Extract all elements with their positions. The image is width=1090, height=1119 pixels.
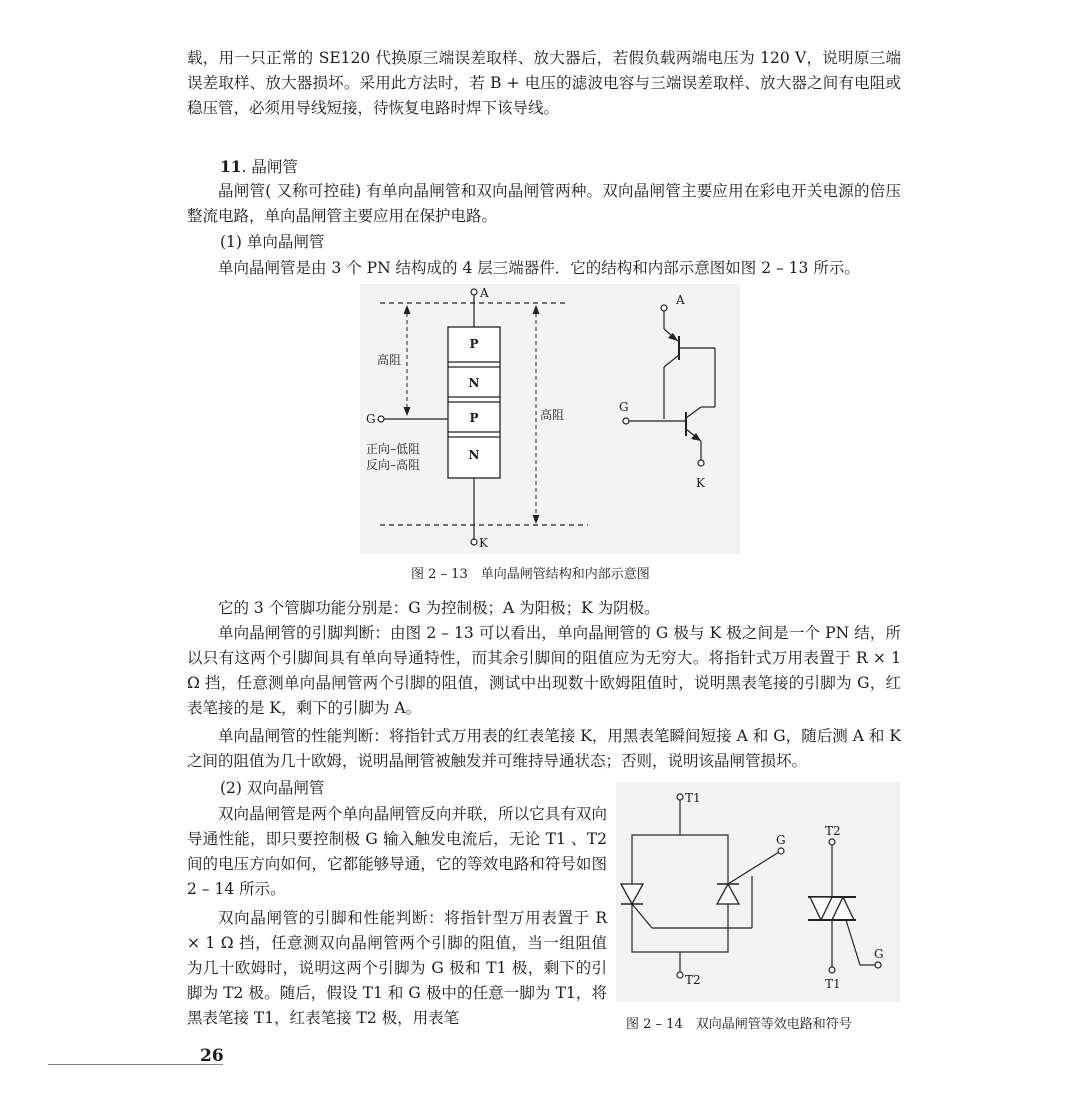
note-reverse: 反向–高阻 (366, 458, 421, 472)
section-paragraph: 晶闸管( 又称可控硅) 有单向晶闸管和双向晶闸管两种。双向晶闸管主要应用在彩电开关电源的倍压整流电路，单向晶闸管主要应用在保护电路。 (187, 182, 901, 225)
subsection-2-heading: (2) 双向晶闸管 (220, 779, 325, 797)
section-heading (220, 154, 298, 180)
layer-n2: N (468, 448, 480, 462)
eq-label-t1: T1 (685, 791, 701, 805)
figure-2-14-background (616, 782, 900, 1002)
terminal-k-circle (698, 460, 704, 466)
note-forward: 正向–低阻 (366, 442, 421, 456)
figure-2-14 (616, 782, 900, 1002)
label-g: G (366, 412, 376, 426)
terminal-a-circle (661, 305, 667, 311)
bidirectional-paragraph-2: 双向晶闸管的引脚和性能判断：将指针型万用表置于 R × 1 Ω 挡，任意测双向晶闸管两个引脚的阻值，当一组阻值为几十欧姆时，说明这两个引脚为 G 极和 T1 极，剩下的引脚为 T2 极。随后，假设 T1 和 G 极中的任意一脚为 T1，将黑表笔接 T1，红表笔接 T2 极，用表笔 (187, 909, 607, 1027)
symbol-label-k: K (696, 476, 705, 490)
label-k: K (479, 536, 488, 550)
layer-p2: P (469, 411, 479, 425)
eq-label-t2: T2 (685, 973, 701, 987)
label-high-res-left: 高阻 (377, 353, 402, 367)
bidirectional-paragraph-1: 双向晶闸管是两个单向晶闸管反向并联，所以它具有双向导通性能，即只要控制极 G 输入触发电流后，无论 T1 、T2 间的电压方向如何，它都能够导通，它的等效电路和符号如图 2 – 14 所示。 (187, 805, 607, 898)
section-title: . 晶闸管 (241, 158, 298, 176)
intro-paragraph: 载，用一只正常的 SE120 代换原三端误差取样、放大器后，若假负载两端电压为 120 V，说明原三端误差取样、放大器损坏。采用此方法时，若 B + 电压的滤波电容与三端误差取样、放大器之间有电阻或稳压管，必须用导线短接，待恢复电路时焊下该导线。 (187, 49, 901, 117)
label-high-res-right: 高阻 (540, 408, 565, 422)
sym-label-t2: T2 (825, 824, 841, 838)
page-number: 26 (200, 1046, 224, 1066)
sym-label-t1: T1 (825, 977, 841, 991)
pin-judgment-paragraph: 单向晶闸管的引脚判断：由图 2 – 13 可以看出，单向晶闸管的 G 极与 K 极之间是一个 PN 结，所以只有这两个引脚间具有单向导通特性，而其余引脚间的阻值应为无穷大。将指针式万用表置于 R × 1 Ω 挡，任意测单向晶闸管两个引脚的阻值，测试中出现数十欧姆阻值时，说明黑表笔接的引脚为 G，红表笔接的是 K，剩下的引脚为 A。 (187, 624, 901, 717)
figure-2-13-caption: 图 2 – 13 单向晶闸管结构和内部示意图 (411, 567, 650, 582)
layer-p1: P (469, 337, 479, 351)
section-number: 11 (220, 157, 242, 176)
terminal-g-circle (875, 962, 881, 968)
figure-2-13 (360, 284, 740, 554)
terminal-t2-circle (677, 972, 683, 978)
symbol-label-a: A (676, 293, 685, 307)
eq-label-g: G (776, 833, 786, 847)
terminal-g-circle (778, 848, 784, 854)
symbol-label-g: G (619, 400, 629, 414)
pins-paragraph: 它的 3 个管脚功能分别是：G 为控制极；A 为阳极；K 为阴极。 (218, 599, 660, 617)
performance-paragraph: 单向晶闸管的性能判断：将指针式万用表的红表笔接 K，用黑表笔瞬间短接 A 和 G，随后测 A 和 K 之间的阻值为几十欧姆，说明晶闸管被触发并可维持导通状态；否则，说明该晶闸管损坏。 (187, 727, 901, 770)
label-a: A (480, 286, 489, 300)
layer-n1: N (468, 376, 480, 390)
terminal-k-circle (471, 539, 477, 545)
subsection-1-paragraph: 单向晶闸管是由 3 个 PN 结构成的 4 层三端器件．它的结构和内部示意图如图 2 – 13 所示。 (218, 259, 860, 277)
terminal-g-circle (378, 416, 384, 422)
subsection-1-heading: (1) 单向晶闸管 (220, 233, 325, 251)
terminal-t1-circle (829, 967, 835, 973)
sym-label-g: G (874, 947, 884, 961)
terminal-t2-circle (829, 839, 835, 845)
terminal-t1-circle (677, 794, 683, 800)
terminal-a-circle (471, 289, 477, 295)
figure-2-14-caption: 图 2 – 14 双向晶闸管等效电路和符号 (626, 1017, 852, 1032)
terminal-g-circle (623, 418, 629, 424)
footer-rule (48, 1064, 223, 1065)
